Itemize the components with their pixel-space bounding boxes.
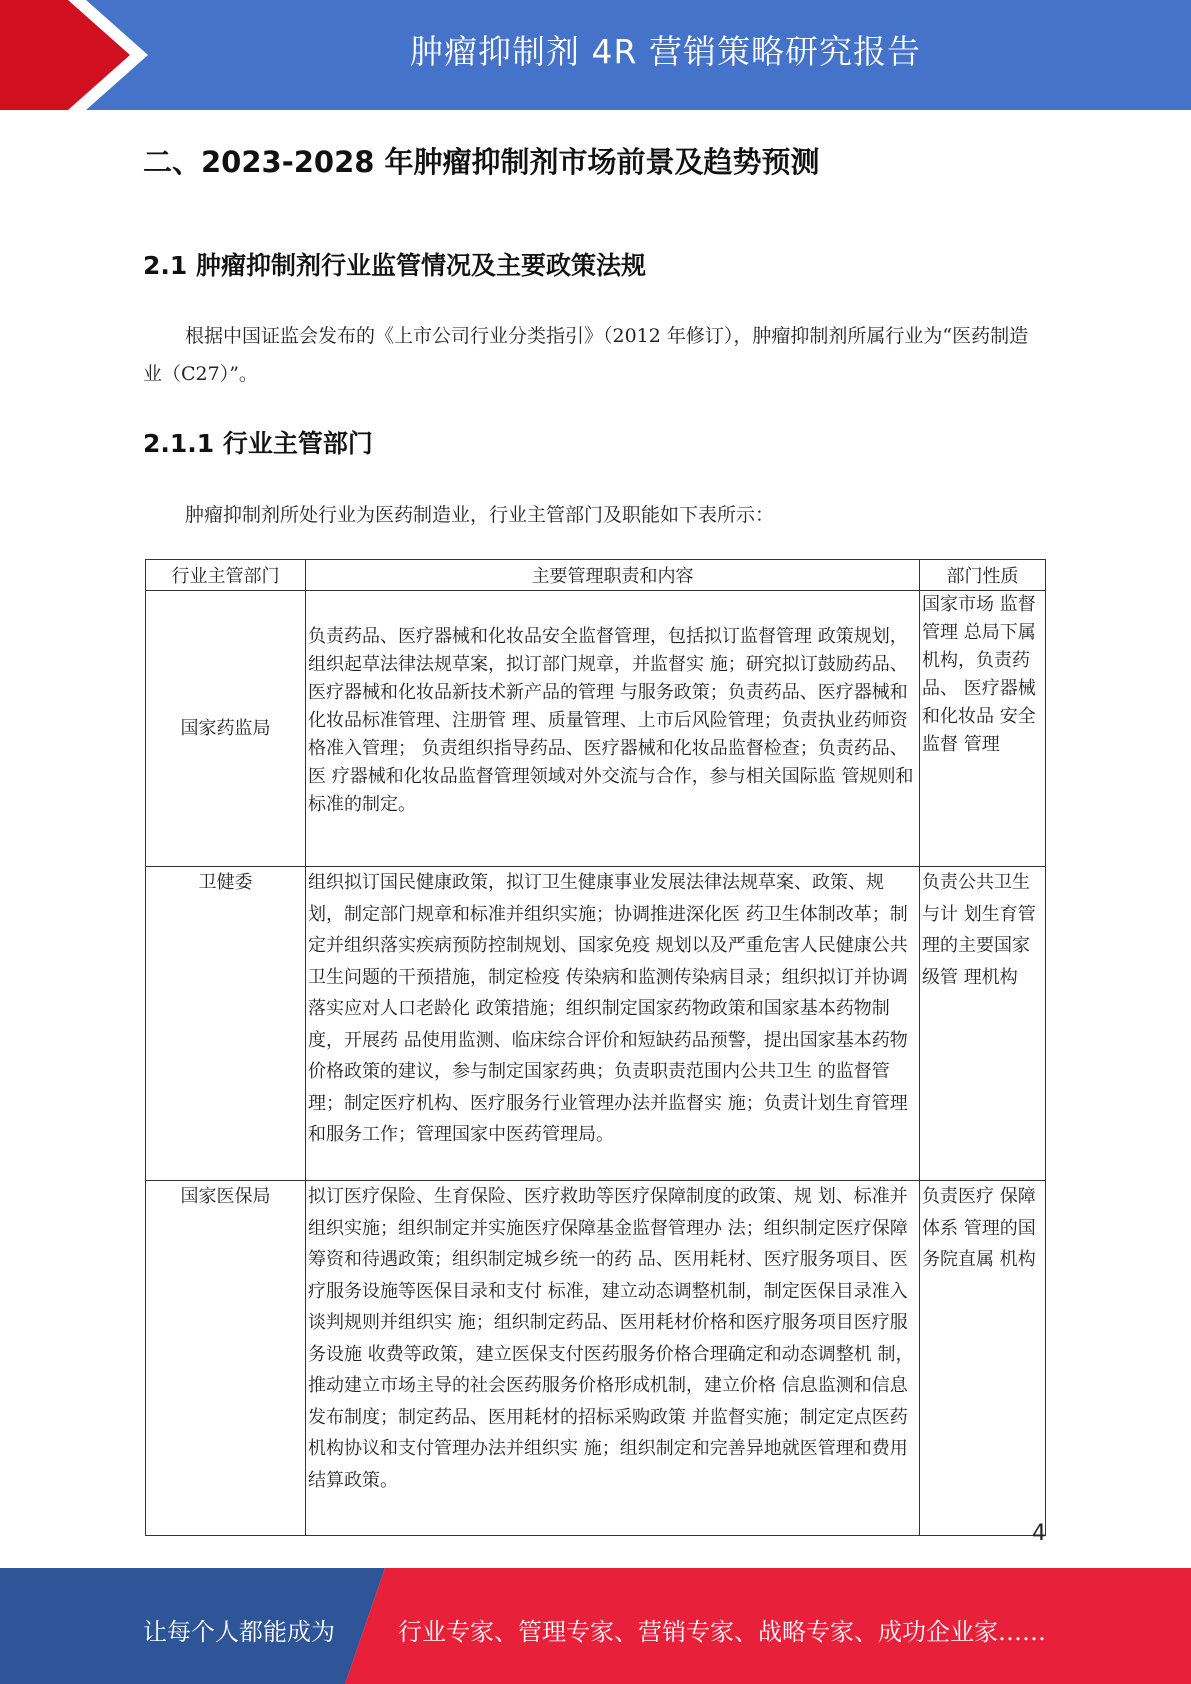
nature-cell: 国家市场 监督管理 总局下属 机构，负责药品、 医疗器械 和化妆品 安全监督 管理: [920, 591, 1046, 867]
regulator-table: [145, 559, 1046, 1536]
column-header-nature: 部门性质: [920, 560, 1046, 591]
duty-cell: 拟订医疗保险、生育保险、医疗救助等医疗保障制度的政策、规 划、标准并组织实施；组织制定并实施医疗保障基金监督管理办 法；组织制定医疗保障筹资和待遇政策；组织制定城乡统一的药 品、医用耗材、医疗服务项目、医疗服务设施等医保目录和支付 标准，建立动态调整机制，制定医保目录准入谈判规则并组织实 施；组织制定药品、医用耗材价格和医疗服务项目医疗服务设施 收费等政策，建立医保支付医药服务价格合理确定和动态调整机 制，推动建立市场主导的社会医药服务价格形成机制，建立价格 信息监测和信息发布制度；制定药品、医用耗材的招标采购政策 并监督实施；制定定点医药机构协议和支付管理办法并组织实 施；组织制定和完善异地就医管理和费用结算政策。: [306, 1181, 920, 1536]
footer-slogan-right: 行业专家、管理专家、营销专家、战略专家、成功企业家……: [398, 1618, 1046, 1646]
duty-cell: 负责药品、医疗器械和化妆品安全监督管理，包括拟订监督管理 政策规划，组织起草法律法规草案，拟订部门规章，并监督实 施；研究拟订鼓励药品、医疗器械和化妆品新技术新产品的管理 与服务政策；负责药品、医疗器械和化妆品标准管理、注册管 理、质量管理、上市后风险管理；负责执业药师资格准入管理； 负责组织指导药品、医疗器械和化妆品监督检查；负责药品、医 疗器械和化妆品监督管理领域对外交流与合作，参与相关国际监 管规则和标准的制定。: [306, 591, 920, 867]
subsection-heading: 2.1 肿瘤抑制剂行业监管情况及主要政策法规: [143, 251, 646, 280]
nature-cell: 负责公共卫生与计 划生育管 理的主要国家级管 理机构: [920, 867, 1046, 1181]
page-number: 4: [1032, 1521, 1046, 1546]
column-header-duty: 主要管理职责和内容: [306, 560, 920, 591]
report-title: 肿瘤抑制剂 4R 营销策略研究报告: [410, 32, 921, 71]
chevron-arrow-icon: [0, 0, 160, 110]
section-heading: 二、2023-2028 年肿瘤抑制剂市场前景及趋势预测: [143, 145, 820, 179]
header-band: [0, 0, 1191, 110]
subsubsection-heading: 2.1.1 行业主管部门: [143, 429, 373, 458]
column-header-dept: 行业主管部门: [146, 560, 306, 591]
dept-cell: 国家医保局: [146, 1181, 306, 1536]
table-row: [146, 1181, 1046, 1536]
dept-cell: 国家药监局: [146, 591, 306, 867]
table-header-row: [146, 560, 1046, 591]
table-intro-paragraph: 肿瘤抑制剂所处行业为医药制造业，行业主管部门及职能如下表所示：: [185, 504, 775, 526]
dept-cell: 卫健委: [146, 867, 306, 1181]
intro-paragraph: 根据中国证监会发布的《上市公司行业分类指引》（2012 年修订），肿瘤抑制剂所属行业为“医药制造业（C27）”。: [143, 325, 1029, 385]
nature-cell: 负责医疗 保障体系 管理的国 务院直属 机构: [920, 1181, 1046, 1536]
footer-slogan-left: 让每个人都能成为: [143, 1618, 335, 1646]
duty-cell: 组织拟订国民健康政策，拟订卫生健康事业发展法律法规草案、政策、规划，制定部门规章和标准并组织实施；协调推进深化医 药卫生体制改革；制定并组织落实疾病预防控制规划、国家免疫 规划以及严重危害人民健康公共卫生问题的干预措施，制定检疫 传染病和监测传染病目录；组织拟订并协调落实应对人口老龄化 政策措施；组织制定国家药物政策和国家基本药物制度，开展药 品使用监测、临床综合评价和短缺药品预警，提出国家基本药物 价格政策的建议，参与制定国家药典；负责职责范围内公共卫生 的监督管理；制定医疗机构、医疗服务行业管理办法并监督实 施；负责计划生育管理和服务工作；管理国家中医药管理局。: [306, 867, 920, 1181]
table-row: [146, 867, 1046, 1181]
table-row: [146, 591, 1046, 867]
